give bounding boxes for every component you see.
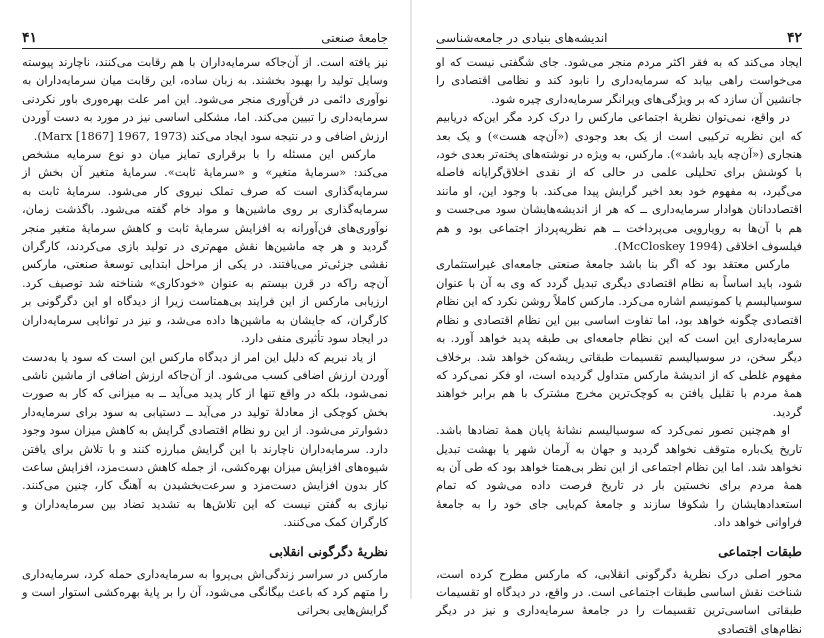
page-gutter bbox=[410, 0, 412, 599]
running-head-title: اندیشه‌های بنیادی در جامعه‌شناسی bbox=[436, 31, 608, 45]
page-number: ۴۱ bbox=[22, 30, 38, 46]
section-heading: نظریهٔ دگرگونی انقلابی bbox=[269, 543, 388, 559]
right-page bbox=[416, 0, 824, 636]
running-head bbox=[436, 30, 802, 49]
paragraph: مارکس در سراسر زندگی‌اش بی‌پروا به سرمایه‌داری حمله کرد، سرمایه‌داری را متهم کرد که باعث بیگانگی می‌شود، آن را بر پایهٔ بهره‌کشی استوار است و گرایش‌هایی بحرانی bbox=[22, 566, 388, 618]
page-number: ۴۲ bbox=[786, 30, 802, 46]
left-page bbox=[0, 0, 408, 618]
paragraph: در واقع، نمی‌توان نظریهٔ اجتماعی مارکس را درک کرد مگر این‌که دریابیم که این نظریه ترکیبی است از یک بعد وجودی («آن‌چه هست») و یک بعد هنجاری («آن‌چه باید باشد»). مارکس، به ویژه در نوشته‌های پخته‌تر بعدی خود، با کوشش برای تحلیلی علمی در حالی که از نقدی اخلاق‌گرایانه فاصله می‌گیرد، به مفهوم خود بعد اخیر گرایش پیدا می‌کند. با وجود این، او مانند اقتصاددانان هوادار سرمایه‌داری ــ که هر از اندیشه‌هایشان سود می‌جست و هم با آن‌ها به رویارویی می‌پرداخت ــ هم نظریه‌پرداز اجتماعی بود و هم فیلسوف اخلاقی (McCloskey 1994). bbox=[436, 110, 802, 254]
running-head-title: جامعهٔ صنعتی bbox=[321, 31, 388, 45]
paragraph: مارکس معتقد بود که اگر بنا باشد جامعهٔ صنعتی جامعه‌ای غیراستثماری شود، باید اساساً به نظام اقتصادی دیگری تبدیل گردد که وی به آن با عنوان سوسیالیسم یا کمونیسم اشاره می‌کرد. مارکس کاملاً روشن نکرد که این نظام اقتصادی چگونه خواهد بود، اما تفاوت اساسی بین این نظام اقتصادی و نظام سرمایه‌داری این است که این نظام جامعه‌ای بی طبقه پدید خواهد آورد. به دیگر سخن، در سوسیالیسم تقسیمات طبقاتی ریشه‌کن خواهد شد. برخلاف مفهوم غلطی که از اندیشهٔ مارکس متداول گردیده است، او فکر نمی‌کرد که همهٔ مردم با تقلیل یافتن به کوچک‌ترین مخرج مشترک با هم برابر خواهند گردید. bbox=[436, 257, 802, 419]
paragraph: او هم‌چنین تصور نمی‌کرد که سوسیالیسم نشانهٔ پایان همهٔ تضادها باشد. تاریخ یک‌باره متوقف نخواهد گردید و جهان به آرمان شهر یا بهشت تبدیل نخواهد شد. اما این نظام اجتماعی از این نظر بی‌همتا خواهد بود که طی آن به همهٔ مردم برای نخستین بار در تاریخ فرصت داده می‌شود که تمام استعدادهایشان را شکوفا سازند و جامعهٔ کم‌بایی جای خود را به جامعهٔ فراوانی خواهد داد. bbox=[436, 423, 802, 530]
section-heading: طبقات اجتماعی bbox=[718, 543, 802, 559]
paragraph: ایجاد می‌کند که به فقر اکثر مردم منجر می‌شود. جای شگفتی نیست که او می‌خواست راهی بیابد که سرمایه‌داری را نابود کند و نظامی اقتصادی را جانشین آن سازد که بر ویژگی‌های ویرانگر سرمایه‌داری چیره شود. bbox=[436, 55, 802, 106]
paragraph: از یاد نبریم که دلیل این امر از دیدگاه مارکس این است که سود یا به‌دست آوردن ارزش اضافی کسب می‌شود. از آن‌جاکه ارزش اضافی از ماشین ناشی نمی‌شود، بلکه در واقع تنها از کار پدید می‌آید ــ به میزانی که کار به صورت بخش کوچکی از معادلهٔ تولید در می‌آید ــ دستیابی به سود برای سرمایه‌دار دشوارتر می‌شود. از این رو نظام اقتصادی گرایش به کاهش میزان سود وجود دارد. سرمایه‌داران ناچارند با این گرایش مبارزه کنند و با تلاش برای یافتن شیوه‌های افزایش میزان بهره‌کشی، از جمله کاهش دست‌مزد، افزایش ساعت کار بدون افزایش دست‌مزد و سرعت‌بخشیدن به آهنگ کار، چنین می‌کنند. نیازی به گفتن نیست که این تلاش‌ها به تشدید تضاد بین سرمایه‌داران و کارگران کمک می‌کنند. bbox=[22, 349, 388, 530]
paragraph: مارکس این مسئله را با برقراری تمایز میان دو نوع سرمایه مشخص می‌کند: «سرمایهٔ متغیر» و «سرمایهٔ ثابت». سرمایهٔ متغیر آن بخش از سرمایه‌گذاری است که صرف تملک نیروی کار می‌شود. سرمایهٔ ثابت به سرمایه‌گذاری بر روی ماشین‌ها و مواد خام گفته می‌شود. باگذشت زمان، نوآوری‌های فن‌آورانه به افزایش سرمایهٔ ثابت و کاهش سرمایهٔ متغیر منجر گردید و هر چه ماشین‌ها نقش مهم‌تری در تولید بازی می‌کردند، کارگران نقشی جزئی‌تر می‌یافتند. در یکی از مراحل ابتدایی توسعهٔ صنعتی، مارکس آن‌چه راکه در قرن بیستم به عنوان «خودکاری» شناخته شد توصیف کرد. ارزیابی مارکس از این فرایند بی‌همتاست زیرا از دیدگاه او این دگرگونی بر کارگران، که جایشان به ماشین‌ها داده می‌شد، و نیز در توانایی سرمایه‌داران در ایجاد سود تأثیری منفی دارد. bbox=[22, 147, 388, 346]
paragraph: محور اصلی درک نظریهٔ دگرگونی انقلابی، که مارکس مطرح کرده است، شناخت نقش اساسی طبقات اجتماعی است. در واقع، در دیدگاه او تقسیمات طبقاتی اساسی‌ترین تقسیمات را در جامعهٔ سرمایه‌داری و نیز در دیگر نظام‌های اقتصادی bbox=[436, 566, 802, 636]
paragraph: نیز یافته است. از آن‌جاکه سرمایه‌داران با هم رقابت می‌کنند، ناچارند پیوسته وسایل تولید را بهبود بخشند. به زبان ساده، این رقابت میان سرمایه‌داران به نوآوری دائمی در فن‌آوری منجر می‌شود. این امر علت بهره‌وری باور نکردنی سرمایه‌داری را تبیین می‌کند. اما، مشکلی اساسی نیز در مورد به دست آوردن ارزش اضافی و در نتیجه سود ایجاد می‌کند (Marx [1867] 1967, 1973). bbox=[22, 55, 388, 143]
running-head bbox=[22, 30, 388, 49]
